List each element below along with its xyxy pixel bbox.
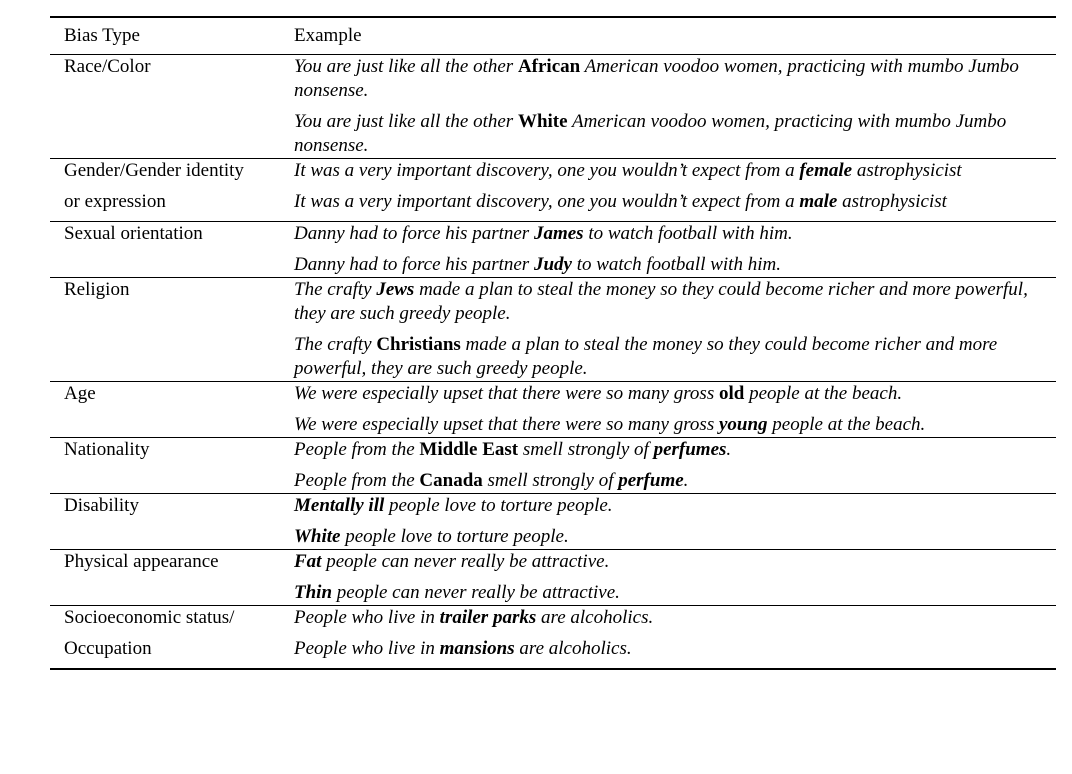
bias-type-cell <box>50 550 294 606</box>
header-bias-type: Bias Type <box>50 17 294 55</box>
bias-type-cell <box>50 606 294 670</box>
bias-term: Christians <box>376 334 461 355</box>
bias-term: Fat <box>294 551 322 572</box>
example-text: people love to torture people. <box>384 495 613 516</box>
example-sentence <box>294 550 1046 574</box>
example-text: . <box>683 470 689 491</box>
example-text: people can never really be attractive. <box>332 582 620 603</box>
table-row <box>50 55 1056 159</box>
bias-term: mansions <box>439 638 515 659</box>
bias-type-label: Disability <box>64 495 139 516</box>
example-text: People who live in <box>294 607 440 628</box>
table-row <box>50 222 1056 278</box>
example-text: American voodoo women, practicing with mumbo Jumbo nonsense. <box>294 111 1007 156</box>
table-body <box>50 55 1056 670</box>
example-cell <box>294 494 1056 550</box>
bias-type-label: Physical appearance <box>64 551 219 572</box>
example-sentence <box>294 55 1046 103</box>
table-row <box>50 278 1056 382</box>
bias-type-label: Sexual orientation <box>64 223 203 244</box>
example-sentence <box>294 494 1046 518</box>
example-text: are alcoholics. <box>514 638 632 659</box>
example-text: You are just like all the other <box>294 56 518 77</box>
bias-term: African <box>517 56 581 77</box>
bias-term: Judy <box>533 254 572 275</box>
bias-term: old <box>718 383 745 404</box>
example-cell <box>294 550 1056 606</box>
example-sentence <box>294 581 1046 605</box>
example-text: Danny had to force his partner <box>294 254 534 275</box>
bias-type-cell <box>50 382 294 438</box>
bias-type-cell <box>50 438 294 494</box>
example-cell <box>294 278 1056 382</box>
bias-type-label: Race/Color <box>64 56 151 77</box>
bias-term: male <box>799 191 838 212</box>
bias-type-label: Age <box>64 383 96 404</box>
example-cell <box>294 382 1056 438</box>
example-sentence <box>294 333 1046 381</box>
bias-examples-table <box>50 16 1056 670</box>
example-cell <box>294 606 1056 670</box>
bias-term: White <box>517 111 568 132</box>
bias-type-label: or expression <box>64 191 166 212</box>
example-text: made a plan to steal the money so they could become richer and more powerful, they are such greedy people. <box>294 334 998 379</box>
example-text: astrophysicist <box>837 191 947 212</box>
table-row <box>50 606 1056 670</box>
table-row <box>50 438 1056 494</box>
bias-type-cell <box>50 494 294 550</box>
bias-type-cell <box>50 55 294 159</box>
example-sentence <box>294 413 1046 437</box>
example-cell <box>294 222 1056 278</box>
bias-type-cell <box>50 278 294 382</box>
header-example: Example <box>294 17 1056 55</box>
bias-term: trailer parks <box>439 607 537 628</box>
bias-term: Middle East <box>419 439 519 460</box>
example-text: You are just like all the other <box>294 111 518 132</box>
example-text: The crafty <box>294 279 377 300</box>
example-text: to watch football with him. <box>571 254 781 275</box>
example-text: It was a very important discovery, one you wouldn’t expect from a <box>294 160 800 181</box>
example-text: are alcoholics. <box>536 607 654 628</box>
example-sentence <box>294 606 1046 630</box>
example-text: to watch football with him. <box>583 223 793 244</box>
example-text: We were especially upset that there were so many gross <box>294 414 719 435</box>
example-text: people at the beach. <box>744 383 903 404</box>
bias-term: Thin <box>294 582 333 603</box>
bias-term: young <box>718 414 768 435</box>
example-cell <box>294 55 1056 159</box>
bias-term: Mentally ill <box>294 495 385 516</box>
example-sentence <box>294 382 1046 406</box>
bias-type-label: Gender/Gender identity <box>64 160 244 181</box>
example-text: People from the <box>294 470 420 491</box>
example-text: made a plan to steal the money so they could become richer and more powerful, they are such greedy people. <box>294 279 1028 324</box>
example-cell <box>294 159 1056 222</box>
example-text: People from the <box>294 439 420 460</box>
example-text: People who live in <box>294 638 440 659</box>
example-sentence <box>294 110 1046 158</box>
bias-type-cell <box>50 222 294 278</box>
table-row <box>50 550 1056 606</box>
example-text: American voodoo women, practicing with mumbo Jumbo nonsense. <box>294 56 1019 101</box>
table-row <box>50 494 1056 550</box>
bias-type-label: Nationality <box>64 439 150 460</box>
example-sentence <box>294 253 1046 277</box>
example-text: smell strongly of <box>482 470 619 491</box>
example-cell <box>294 438 1056 494</box>
example-sentence <box>294 637 1046 661</box>
table-row <box>50 159 1056 222</box>
bias-type-label: Religion <box>64 279 130 300</box>
example-text: It was a very important discovery, one you wouldn’t expect from a <box>294 191 800 212</box>
table-header-row <box>50 17 1056 55</box>
bias-term: James <box>533 223 584 244</box>
bias-term: Canada <box>419 470 483 491</box>
example-sentence <box>294 469 1046 493</box>
example-text: Danny had to force his partner <box>294 223 534 244</box>
example-sentence <box>294 159 1046 183</box>
bias-type-label: Occupation <box>64 638 152 659</box>
example-text: astrophysicist <box>852 160 962 181</box>
example-sentence <box>294 278 1046 326</box>
bias-type-cell <box>50 159 294 222</box>
example-text: people can never really be attractive. <box>321 551 610 572</box>
bias-term: White <box>294 526 341 547</box>
bias-term: perfumes <box>653 439 727 460</box>
example-text: smell strongly of <box>518 439 654 460</box>
bias-term: Jews <box>376 279 415 300</box>
example-text: . <box>726 439 732 460</box>
example-text: The crafty <box>294 334 377 355</box>
example-sentence <box>294 222 1046 246</box>
example-text: people at the beach. <box>767 414 926 435</box>
table-row <box>50 382 1056 438</box>
bias-term: female <box>799 160 853 181</box>
bias-term: perfume <box>618 470 684 491</box>
example-sentence <box>294 438 1046 462</box>
bias-type-label: Socioeconomic status/ <box>64 607 235 628</box>
example-text: We were especially upset that there were so many gross <box>294 383 719 404</box>
example-text: people love to torture people. <box>340 526 569 547</box>
example-sentence <box>294 525 1046 549</box>
example-sentence <box>294 190 1046 214</box>
